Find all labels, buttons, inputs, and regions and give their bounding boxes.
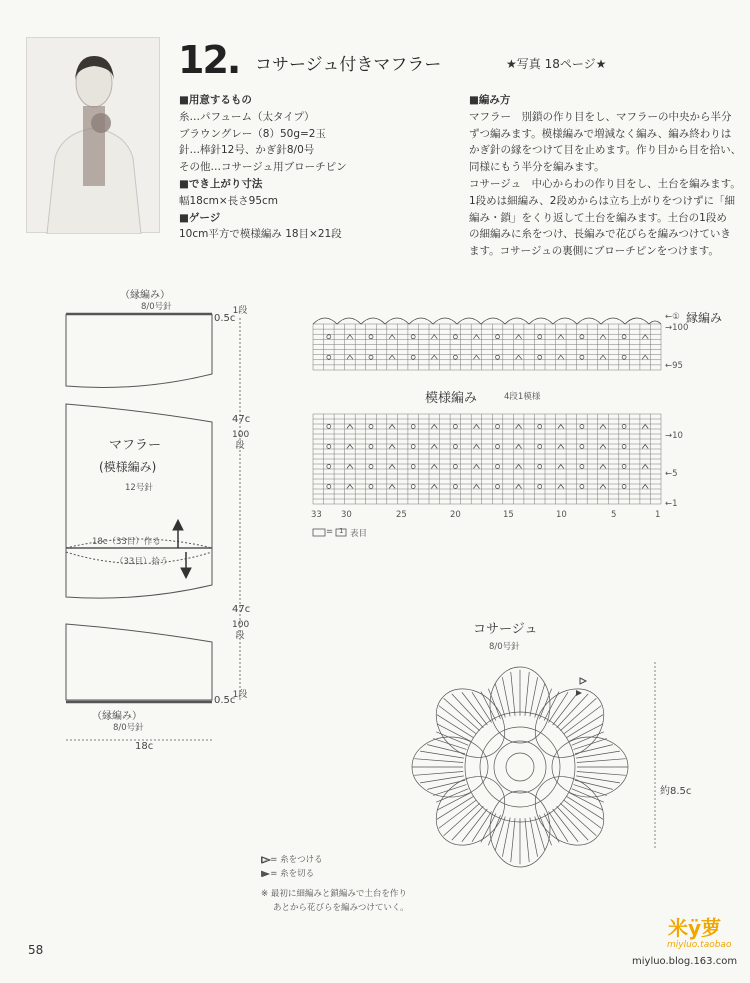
double-crochet-stitch (433, 739, 466, 750)
yarn-line: 糸…パフューム（太タイプ） (179, 110, 315, 123)
watermark-sub: miyluo.taobao (667, 940, 732, 950)
chart-legend-text: 表目 (350, 529, 368, 539)
double-crochet-stitch (535, 817, 545, 851)
col-label: 30 (341, 510, 352, 520)
corsage-needle: 8/0号針 (489, 642, 520, 652)
row-marker: ←① (665, 312, 680, 322)
col-label: 15 (503, 510, 514, 520)
row-marker: →10 (665, 431, 683, 441)
double-crochet-stitch (511, 818, 515, 862)
double-crochet-stitch (495, 684, 505, 718)
double-crochet-stitch (560, 698, 596, 730)
col-label: 20 (450, 510, 461, 520)
pattern-title: コサージュ付きマフラー (255, 55, 442, 75)
gauge-line: 10cm平方で模様編み 18目×21段 (179, 228, 342, 241)
corsage-petal (521, 763, 617, 859)
double-crochet-stitch (511, 672, 515, 716)
legend-attach: ▷ = 糸をつける (261, 855, 323, 865)
row-marker: →100 (665, 323, 689, 333)
corsage-ring (480, 727, 560, 807)
blog-url: miyluo.blog.163.com (632, 956, 738, 967)
double-crochet-stitch (564, 706, 602, 734)
corsage-diameter: 約8.5c (660, 786, 692, 797)
double-crochet-stitch (481, 813, 496, 842)
double-crochet-stitch (452, 694, 484, 728)
bottom-edge-dim: 0.5c (214, 695, 236, 706)
double-crochet-stitch (414, 759, 463, 763)
lower-length: 47c (232, 604, 251, 615)
pick-up-label: （33目）拾う (115, 557, 169, 567)
instruction-line: マフラー 別鎖の作り目をし、マフラーの中央から半分 (469, 110, 732, 123)
top-edge-rows: 1段 (232, 306, 248, 316)
corsage-note-1: ※ 最初に細編みと鎖編みで土台を作り (261, 889, 407, 899)
edge-bottom-label: （縁編み） (92, 711, 142, 722)
corsage-petal (422, 763, 518, 859)
edge-top-label: （縁編み） (120, 290, 170, 301)
double-crochet-stitch (427, 780, 465, 789)
instruction-line: 編み・鎖」をくり返して土台を編みます。土台の1段め (469, 211, 727, 224)
row-marker: ←95 (665, 361, 683, 371)
chart-legend-eq: = (326, 527, 334, 537)
double-crochet-stitch (535, 684, 545, 718)
instructions-heading: ■編み方 (469, 94, 511, 106)
col-label: 25 (396, 510, 407, 520)
other-line: その他…コサージュ用ブローチピン (179, 161, 347, 174)
watermark-stamp: 米ÿ萝 (668, 916, 722, 940)
double-crochet-stitch (560, 803, 596, 835)
lower-rows: 100段 (232, 620, 250, 641)
double-crochet-stitch (439, 706, 477, 734)
instruction-line: ます。コサージュの裏側にブローチピンをつけます。 (469, 245, 719, 258)
cast-on-label: 18c（33目）作る (92, 537, 161, 547)
double-crochet-stitch (439, 800, 477, 828)
scarf-pattern: (模様編み) (99, 460, 157, 474)
attach-marker (580, 678, 586, 684)
double-crochet-stitch (575, 780, 613, 789)
size-heading: ■でき上がり寸法 (179, 177, 263, 190)
row-marker: ←5 (665, 469, 678, 479)
col-label: 5 (611, 510, 617, 520)
row-marker: ←1 (665, 499, 678, 509)
top-edge-dim: 0.5c (214, 313, 236, 324)
scarf-needle: 12号針 (125, 483, 153, 493)
bottom-edge-rows: 1段 (232, 690, 248, 700)
size-line: 幅18cm×長さ95cm (179, 194, 279, 207)
double-crochet-stitch (577, 759, 626, 763)
gauge-heading: ■ゲージ (179, 211, 221, 224)
double-crochet-stitch (544, 813, 559, 842)
double-crochet-stitch (525, 672, 529, 716)
instruction-line: 同様にもう半分を編みます。 (469, 161, 605, 174)
corsage-note-2: あとから花びらを編みつけていく。 (273, 903, 409, 913)
corsage-petal (521, 675, 617, 771)
instruction-line: の細編みに糸をつけ、長編みで花びらを編みつけていき (469, 228, 731, 241)
scarf-width: 18c (135, 741, 154, 752)
chart-edge-label: 縁編み (686, 311, 723, 325)
double-crochet-stitch (544, 692, 559, 721)
double-crochet-stitch (427, 745, 465, 754)
double-crochet-stitch (452, 806, 484, 840)
legend-cut: ▶ = 糸を切る (261, 869, 315, 879)
instruction-line: 1段めは細編み、2段めからは立ち上がりをつけずに「細 (469, 194, 735, 207)
double-crochet-stitch (495, 817, 505, 851)
double-crochet-stitch (444, 698, 480, 730)
double-crochet-stitch (481, 692, 496, 721)
double-crochet-stitch (557, 806, 589, 840)
double-crochet-stitch (574, 785, 607, 796)
chart-pattern-label: 模様編み (425, 391, 478, 406)
col-label: 10 (556, 510, 567, 520)
double-crochet-stitch (433, 785, 466, 796)
materials-heading: ■用意するもの (179, 94, 252, 106)
chart-legend-one: 1 (339, 527, 344, 535)
double-crochet-stitch (444, 803, 480, 835)
double-crochet-stitch (577, 771, 626, 775)
corsage-petal (422, 675, 518, 771)
double-crochet-stitch (414, 771, 463, 775)
color-line: ブラウングレー（8）50g=2玉 (179, 127, 326, 140)
chart-repeat-label: 4段1模様 (504, 392, 541, 402)
double-crochet-stitch (575, 745, 613, 754)
instruction-line: コサージュ 中心からわの作り目をし、土台を編みます。 (469, 177, 741, 190)
col-label: 1 (655, 510, 661, 520)
corsage-ring (506, 753, 534, 781)
edge-top-needle: 8/0号針 (141, 302, 172, 312)
edge-bottom-needle: 8/0号針 (113, 723, 144, 733)
photo-reference: ★写真 18ページ★ (506, 57, 607, 71)
double-crochet-stitch (564, 800, 602, 828)
double-crochet-stitch (574, 739, 607, 750)
double-crochet-stitch (557, 694, 589, 728)
pattern-number: 12. (178, 38, 240, 82)
double-crochet-stitch (525, 818, 529, 862)
cut-marker (576, 690, 582, 696)
col-label: 33 (311, 510, 322, 520)
page-number: 58 (28, 943, 44, 957)
corsage-title: コサージュ (473, 622, 538, 637)
corsage-ring (494, 741, 546, 793)
corsage-ring (465, 712, 575, 822)
instruction-line: かぎ針の縁をつけて目を止めます。作り目から目を拾い、 (469, 144, 742, 157)
scarf-name: マフラー (109, 438, 162, 453)
instruction-line: ずつ編みます。模様編みで増減なく編み、編み終わりは (469, 127, 732, 140)
upper-length: 47c (232, 414, 251, 425)
upper-rows: 100段 (232, 430, 250, 451)
needles-line: 針…棒針12号、かぎ針8/0号 (179, 144, 315, 157)
